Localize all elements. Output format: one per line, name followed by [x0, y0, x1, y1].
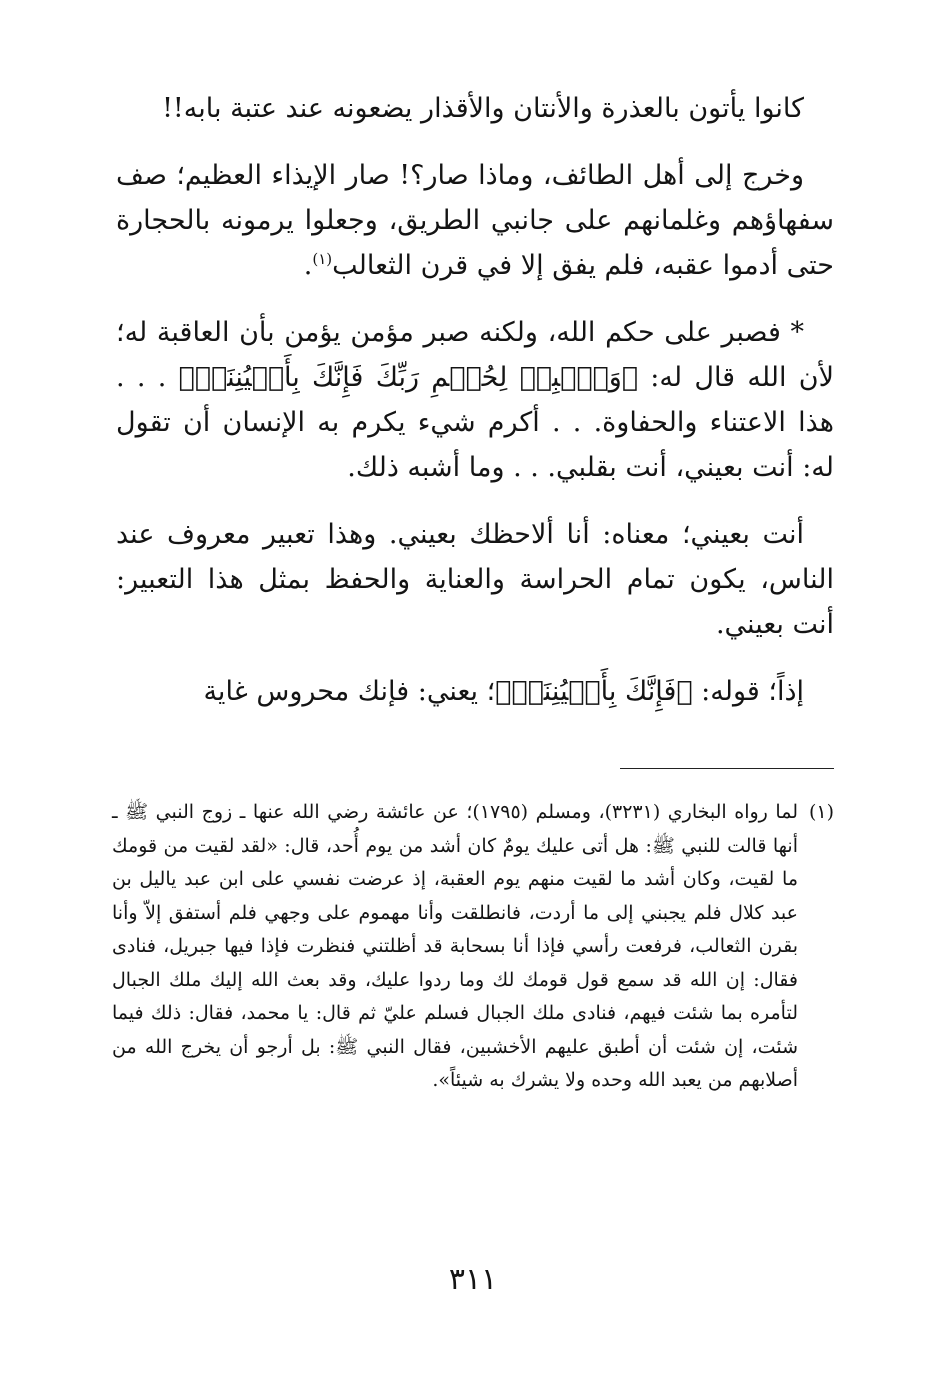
footnote-number: (١)	[808, 801, 834, 823]
footnote-divider	[620, 768, 834, 769]
footnotes-section	[112, 796, 834, 1098]
paragraph-2	[116, 153, 834, 288]
paragraph-5	[116, 669, 834, 714]
paragraph-2-text: وخرج إلى أهل الطائف، وماذا صار؟! صار الإيذاء العظيم؛ صف سفهاؤهم وغلمانهم على جانبي الطريق، وجعلوا يرمونه بالحجارة حتى أدموا عقبه، فلم يفق إلا في قرن الثعالب	[116, 160, 834, 281]
main-text	[116, 86, 834, 714]
footnote-reference: (١)	[312, 250, 333, 268]
paragraph-4	[116, 512, 834, 647]
footnote-text: لما رواه البخاري (٣٢٣١)، ومسلم (١٧٩٥)؛ عن عائشة رضي الله عنها ـ زوج النبي ﷺ ـ أنها قالت للنبي ﷺ: هل أتى عليك يومٌ كان أشد من يوم أُحد، قال: «لقد لقيت من قومك ما لقيت، وكان أشد ما لقيت منهم يوم العقبة، إذ عرضت نفسي على ابن عبد ياليل بن عبد كلال فلم يجبني إلى ما أردت، فانطلقت وأنا مهموم على وجهي فلم أستفق إلاّ وأنا بقرن الثعالب، فرفعت رأسي فإذا أنا بسحابة قد أظلتني فنظرت فإذا فيها جبريل، فنادى فقال: إن الله قد سمع قول قومك لك وما ردوا عليك، وقد بعث الله إليك ملك الجبال لتأمره بما شئت فيهم، فنادى ملك الجبال فسلم عليّ ثم قال: يا محمد، فقال: ذلك فيما شئت، إن شئت أن أطبق عليهم الأخشبين، فقال النبي ﷺ: بل أرجو أن يخرج الله من أصلابهم من يعبد الله وحده ولا يشرك به شيئاً».	[112, 801, 798, 1091]
paragraph-3	[116, 310, 834, 490]
paragraph-1	[116, 86, 834, 131]
paragraph-3-text: * فصبر على حكم الله، ولكنه صبر مؤمن يؤمن بأن العاقبة له؛ لأن الله قال له: ﴿وَٱصۡبِرۡ لِحُكۡمِ رَبِّكَ فَإِنَّكَ بِأَعۡيُنِنَاۖ﴾ . . . هذا الاعتناء والحفاوة. . . أكرم شيء يكرم به الإنسان أن تقول له: أنت بعيني، أنت بقلبي. . . وما أشبه ذلك.	[116, 317, 834, 483]
paragraph-1-text: كانوا يأتون بالعذرة والأنتان والأقذار يضعونه عند عتبة بابه!!	[162, 93, 804, 124]
footnote-1	[112, 796, 834, 1098]
paragraph-4-text: أنت بعيني؛ معناه: أنا ألاحظك بعيني. وهذا تعبير معروف عند الناس، يكون تمام الحراسة والعناية والحفظ بمثل هذا التعبير: أنت بعيني.	[116, 519, 834, 640]
paragraph-2-end: .	[303, 250, 313, 281]
paragraph-5-text: إذاً؛ قوله: ﴿فَإِنَّكَ بِأَعۡيُنِنَاۖ﴾؛ يعني: فإنك محروس غاية	[203, 676, 804, 707]
page-number: ٣١١	[448, 1262, 498, 1297]
